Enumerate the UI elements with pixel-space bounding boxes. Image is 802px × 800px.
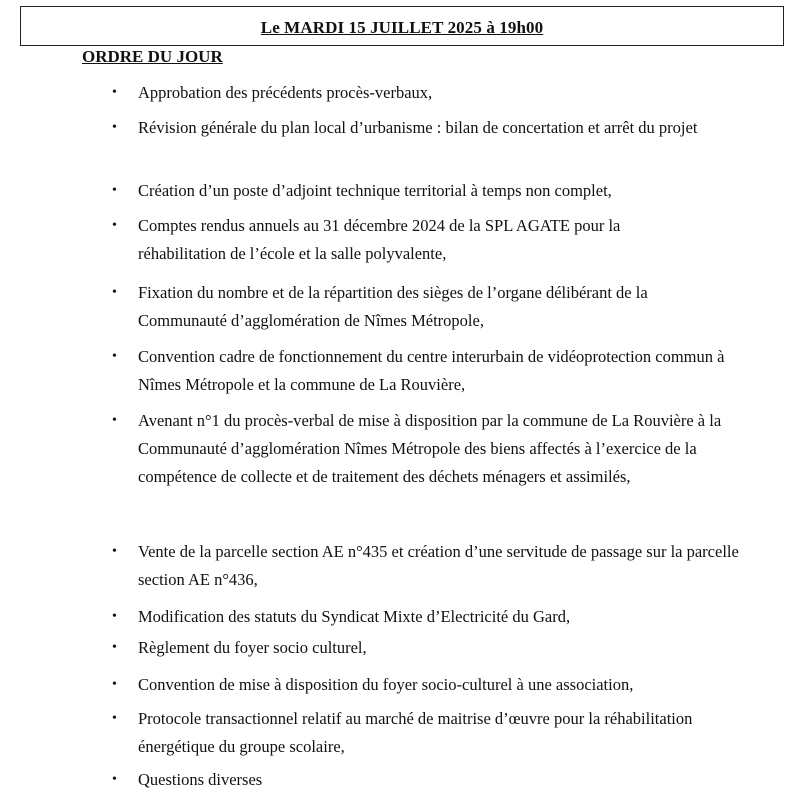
agenda-item xyxy=(112,705,698,761)
bullet-icon: • xyxy=(112,711,117,726)
agenda-item-text: Règlement du foyer socio culturel, xyxy=(138,638,367,657)
bullet-icon: • xyxy=(112,544,117,559)
bullet-icon: • xyxy=(112,85,117,100)
agenda-item xyxy=(112,671,778,699)
agenda-item xyxy=(112,407,758,491)
agenda-item-text: Modification des statuts du Syndicat Mixte d’Electricité du Gard, xyxy=(138,607,571,626)
agenda-item-text: Fixation du nombre et de la répartition des sièges de l’organe délibérant de la Communauté d’agglomération de Nîmes Métropole, xyxy=(138,283,648,330)
agenda-item xyxy=(112,177,778,205)
agenda-item-text: Avenant n°1 du procès-verbal de mise à disposition par la commune de La Rouvière à la Communauté d’agglomération Nîmes Métropole des biens affectés à l’exercice de la compétence de collecte et de traitement des déchets ménagers et assimilés, xyxy=(138,411,722,486)
bullet-icon: • xyxy=(112,349,117,364)
agenda-item xyxy=(112,634,778,662)
meeting-date-title: Le MARDI 15 JUILLET 2025 à 19h00 xyxy=(260,18,544,37)
bullet-icon: • xyxy=(112,609,117,624)
agenda-item xyxy=(112,279,728,335)
bullet-icon: • xyxy=(112,640,117,655)
agenda-item-text: Convention cadre de fonctionnement du centre interurbain de vidéoprotection commun à Nîmes Métropole et la commune de La Rouvière, xyxy=(138,347,725,394)
bullet-icon: • xyxy=(112,120,117,135)
agenda-item-text: Protocole transactionnel relatif au marché de maitrise d’œuvre pour la réhabilitation énergétique du groupe scolaire, xyxy=(138,709,693,756)
agenda-item xyxy=(112,114,738,142)
agenda-item-text: Création d’un poste d’adjoint technique territorial à temps non complet, xyxy=(138,181,612,200)
agenda-item-text: Comptes rendus annuels au 31 décembre 2024 de la SPL AGATE pour la réhabilitation de l’école et la salle polyvalente, xyxy=(138,216,621,263)
bullet-icon: • xyxy=(112,218,117,233)
agenda-item xyxy=(112,603,778,631)
agenda-item-text: Convention de mise à disposition du foyer socio-culturel à une association, xyxy=(138,675,634,694)
agenda-item xyxy=(112,766,778,794)
agenda-item xyxy=(112,538,778,594)
bullet-icon: • xyxy=(112,677,117,692)
agenda-item xyxy=(112,212,698,268)
agenda-item xyxy=(112,79,778,107)
agenda-item-text: Questions diverses xyxy=(138,770,263,789)
bullet-icon: • xyxy=(112,413,117,428)
bullet-icon: • xyxy=(112,183,117,198)
agenda-item xyxy=(112,343,728,399)
bullet-icon: • xyxy=(112,772,117,787)
agenda-item-text: Révision générale du plan local d’urbanisme : bilan de concertation et arrêt du projet xyxy=(138,118,698,137)
agenda-item-text: Vente de la parcelle section AE n°435 et création d’une servitude de passage sur la parcelle section AE n°436, xyxy=(138,542,739,589)
agenda-item-text: Approbation des précédents procès-verbaux, xyxy=(138,83,433,102)
agenda-heading: ORDRE DU JOUR xyxy=(82,47,223,66)
bullet-icon: • xyxy=(112,285,117,300)
